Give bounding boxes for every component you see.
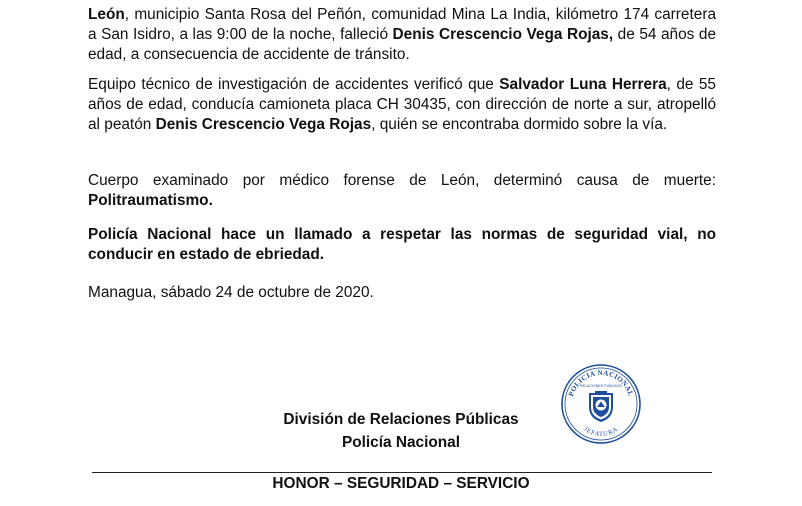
footer-divider xyxy=(92,472,712,473)
signature-institution: Policía Nacional xyxy=(341,434,461,451)
text-span: , quién se encontraba dormido sobre la vía. xyxy=(371,116,668,133)
police-seal-logo xyxy=(560,363,642,445)
text-span: Equipo técnico de investigación de accidentes verificó que xyxy=(88,76,500,93)
svg-text:JEFATURA: JEFATURA xyxy=(582,425,620,439)
dateline: Managua, sábado 24 de octubre de 2020. xyxy=(88,284,374,301)
text-span: de 54 años de edad, a consecuencia de accidente de tránsito. xyxy=(88,26,716,63)
footer-motto: HONOR – SEGURIDAD – SERVICIO xyxy=(272,475,530,492)
text-span: Cuerpo examinado por médico forense de León, determinó causa de muerte: xyxy=(88,172,716,189)
victim-name: Denis Crescencio Vega Rojas xyxy=(155,116,372,133)
paragraph-call-to-action xyxy=(88,225,716,265)
paragraph-investigation xyxy=(88,75,716,135)
paragraph-incident xyxy=(88,5,716,65)
victim-name: Denis Crescencio Vega Rojas, xyxy=(392,26,614,43)
call-to-action-text: Policía Nacional hace un llamado a respetar las normas de seguridad vial, no conducir en estado de ebriedad. xyxy=(88,226,716,263)
driver-name: Salvador Luna Herrera xyxy=(499,76,667,93)
signature-division: División de Relaciones Públicas xyxy=(283,411,519,428)
text-span: , municipio Santa Rosa del Peñón, comunidad Mina La India, kilómetro 174 carretera a San Isidro, a las 9:00 de la noche, falleció xyxy=(88,6,716,43)
svg-text:POLICIA NACIONAL: POLICIA NACIONAL xyxy=(567,368,635,398)
text-span: , de 55 años de edad, conducía camioneta placa CH 30435, con dirección de norte a sur, atropelló al peatón xyxy=(88,76,716,133)
place-bold: León xyxy=(88,6,125,23)
paragraph-forensic xyxy=(88,171,716,211)
svg-text:RELACIONES PUBLICAS: RELACIONES PUBLICAS xyxy=(580,384,622,388)
cause-of-death: Politraumatismo. xyxy=(88,192,213,209)
